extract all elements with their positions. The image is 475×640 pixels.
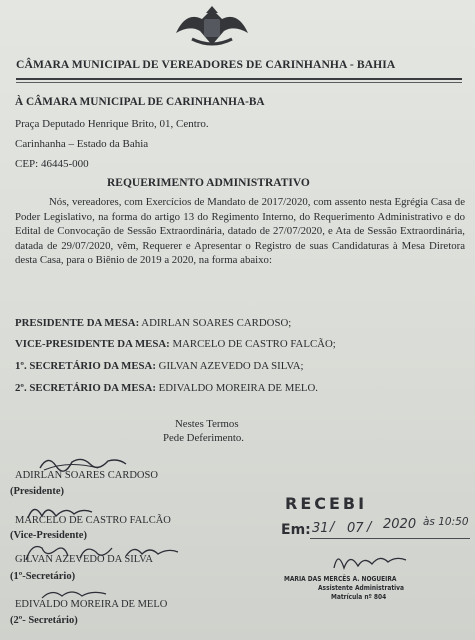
role-second-secretary — [15, 382, 318, 394]
role-name: EDIVALDO MOREIRA DE MELO. — [158, 382, 319, 394]
date-separator: / — [330, 520, 335, 535]
recipient: À CÂMARA MUNICIPAL DE CARINHANHA-BA — [15, 96, 265, 108]
receipt-date-line — [310, 538, 470, 539]
stamp-name: MARIA DAS MERCÊS A. NOGUEIRA — [284, 574, 397, 583]
role-first-secretary — [15, 360, 304, 372]
receipt-signature-scribble — [330, 548, 410, 574]
role-name: MARCELO DE CASTRO FALCÃO; — [172, 338, 336, 350]
stamp-matricula: Matrícula nº 804 — [331, 592, 387, 601]
receipt-month: 07 — [347, 521, 364, 536]
signature-name: ADIRLAN SOARES CARDOSO — [15, 470, 158, 481]
address-city: Carinhanha – Estado da Bahia — [15, 138, 149, 150]
signature-role: (Vice-Presidente) — [10, 530, 87, 541]
date-separator: / — [367, 520, 372, 535]
signature-role: (1º-Secretário) — [10, 571, 76, 582]
receipt-stamp-label: RECEBI — [285, 494, 368, 513]
header-divider-thin — [16, 82, 462, 83]
role-label: PRESIDENTE DA MESA: — [15, 317, 140, 329]
role-label: 2º. SECRETÁRIO DA MESA: — [15, 382, 156, 394]
address-cep: CEP: 46445-000 — [15, 158, 89, 170]
signature-name: MARCELO DE CASTRO FALCÃO — [15, 515, 171, 526]
receipt-em-label: Em: — [281, 522, 311, 538]
receipt-time: às 10:50 — [423, 516, 469, 528]
closing-line-1: Nestes Termos — [175, 418, 239, 430]
closing-line-2: Pede Deferimento. — [163, 432, 244, 444]
signature-name: GILVAN AZEVEDO DA SILVA — [15, 554, 153, 565]
receipt-year: 2020 — [383, 517, 417, 532]
document-body — [15, 195, 465, 268]
address-street: Praça Deputado Henrique Brito, 01, Centro. — [15, 118, 209, 130]
body-paragraph: Nós, vereadores, com Exercícios de Mandato de 2017/2020, com assento nesta Egrégia Casa de Poder Legislativo, na forma do artigo 13 do Regimento Interno, do Requerimento Administrativo e do Edital de Convocação de Sessão Extraordinária, datado de 27/07/2020, e Ata de Sessão Extraordinária, datada de 29/07/2020, vêm, Requerer e Apresentar o Registro de suas Candidaturas à Mesa Diretora desta Casa, para o Biênio de 2019 a 2020, na forma abaixo: — [15, 196, 465, 267]
role-name: ADIRLAN SOARES CARDOSO; — [141, 317, 292, 329]
receipt-day: 31 — [312, 521, 329, 536]
role-president — [15, 317, 291, 329]
role-vice-president — [15, 338, 336, 350]
signature-role: (Presidente) — [10, 486, 65, 497]
role-name: GILVAN AZEVEDO DA SILVA; — [158, 360, 304, 372]
stamp-role: Assistente Administrativa — [318, 583, 405, 592]
role-label: 1º. SECRETÁRIO DA MESA: — [15, 360, 156, 372]
page-title: CÂMARA MUNICIPAL DE VEREADORES DE CARINHANHA - BAHIA — [16, 58, 396, 71]
header-divider — [16, 78, 462, 80]
signature-name: EDIVALDO MOREIRA DE MELO — [15, 599, 168, 610]
signature-role: (2º- Secretário) — [10, 615, 78, 626]
crest-icon — [172, 3, 252, 49]
role-label: VICE-PRESIDENTE DA MESA: — [15, 338, 170, 350]
document-title: REQUERIMENTO ADMINISTRATIVO — [107, 177, 310, 189]
